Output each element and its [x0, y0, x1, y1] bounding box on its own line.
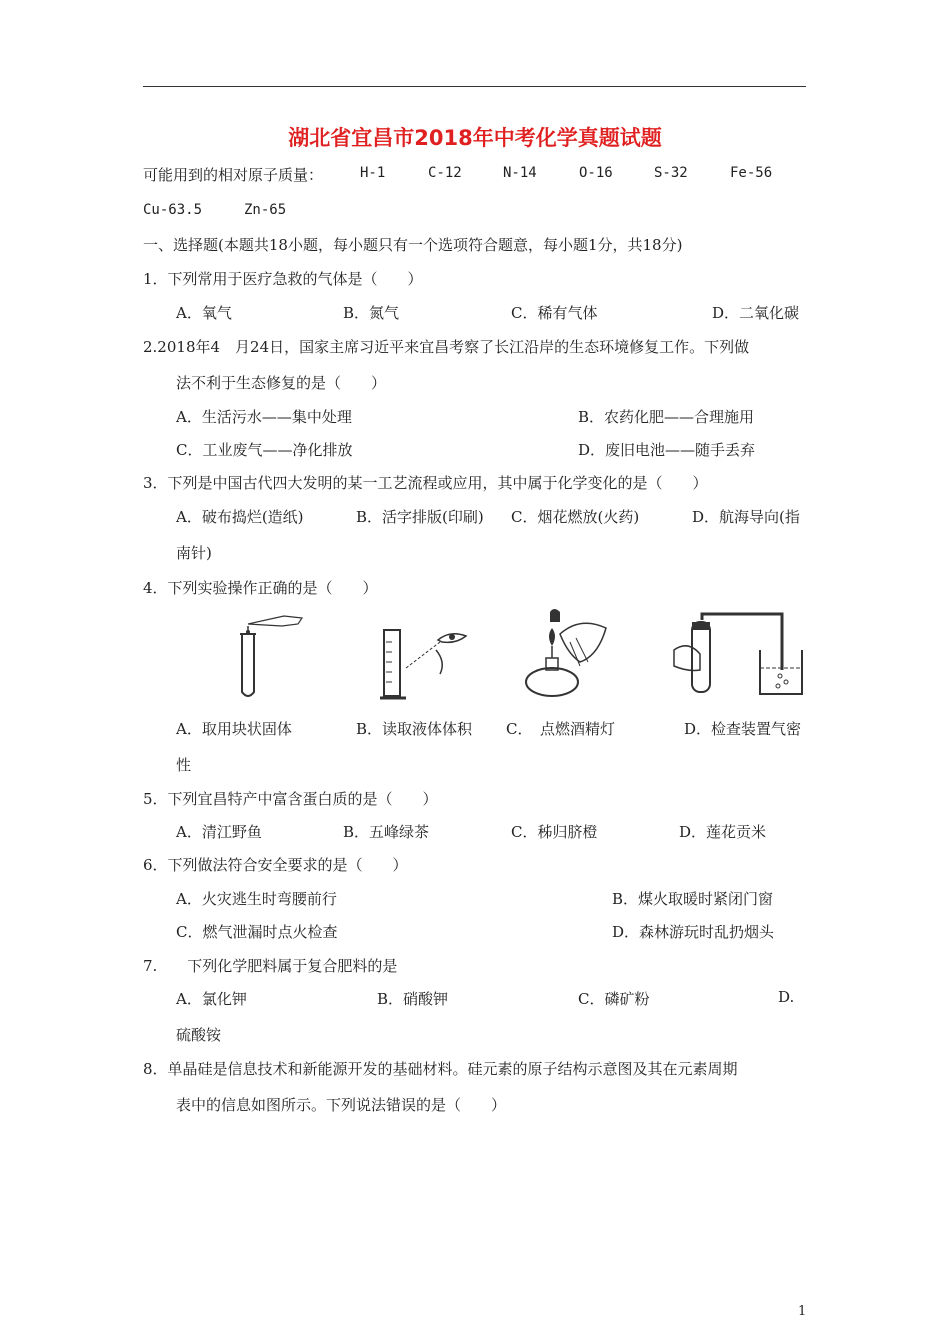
q8-stem-line2: 表中的信息如图所示。下列说法错误的是（ ）: [176, 1096, 507, 1114]
q1-stem: 1．下列常用于医疗急救的气体是（ ）: [143, 270, 423, 288]
q2-option-c[interactable]: C．工业废气——净化排放: [176, 441, 353, 459]
atomic-mass-fe: Fe-56: [730, 165, 773, 181]
section-heading: 一、选择题(本题共18小题，每小题只有一个选项符合题意，每小题1分，共18分): [143, 236, 683, 254]
q1-option-b[interactable]: B．氮气: [343, 304, 400, 322]
q5-option-b[interactable]: B．五峰绿茶: [343, 823, 430, 841]
q2-stem-line1: 2.2018年4 月24日，国家主席习近平来宜昌考察了长江沿岸的生态环境修复工作。下列做: [143, 338, 750, 356]
atomic-mass-n: N-14: [503, 165, 537, 181]
q2-option-d[interactable]: D．废旧电池——随手丢弃: [578, 441, 756, 459]
q3-option-b[interactable]: B．活字排版(印刷): [356, 508, 484, 526]
q4-option-b[interactable]: B．读取液体体积: [356, 720, 473, 738]
q1-option-d[interactable]: D．二氧化碳: [712, 304, 800, 322]
page-title: 湖北省宜昌市2018年中考化学真题试题: [288, 126, 662, 150]
q3-option-a[interactable]: A．破布捣烂(造纸): [176, 508, 304, 526]
q7-option-d-cont: 硫酸铵: [176, 1026, 222, 1044]
page-number: 1: [798, 1304, 807, 1319]
q7-option-a[interactable]: A．氯化钾: [176, 990, 247, 1008]
q8-stem-line1: 8．单晶硅是信息技术和新能源开发的基础材料。硅元素的原子结构示意图及其在元素周期: [143, 1060, 738, 1078]
atomic-mass-zn: Zn-65: [244, 202, 287, 218]
q7-option-d[interactable]: D.: [778, 988, 795, 1006]
q5-option-c[interactable]: C．秭归脐橙: [511, 823, 598, 841]
q4-option-c[interactable]: C． 点燃酒精灯: [506, 720, 615, 738]
atomic-mass-cu: Cu-63.5: [143, 202, 203, 218]
q1-option-c[interactable]: C．稀有气体: [511, 304, 598, 322]
atomic-mass-c: C-12: [428, 165, 462, 181]
q6-option-c[interactable]: C．燃气泄漏时点火检查: [176, 923, 338, 941]
header-rule: [143, 86, 806, 87]
q3-option-c[interactable]: C．烟花燃放(火药): [511, 508, 640, 526]
q4-option-d[interactable]: D．检查装置气密: [684, 720, 802, 738]
atomic-mass-s: S-32: [654, 165, 688, 181]
q4-option-a[interactable]: A．取用块状固体: [176, 720, 292, 738]
q4-stem: 4．下列实验操作正确的是（ ）: [143, 579, 378, 597]
q6-option-a[interactable]: A．火灾逃生时弯腰前行: [176, 890, 337, 908]
q5-option-d[interactable]: D．莲花贡米: [679, 823, 767, 841]
q2-option-b[interactable]: B．农药化肥——合理施用: [578, 408, 755, 426]
q5-stem: 5．下列宜昌特产中富含蛋白质的是（ ）: [143, 790, 438, 808]
atomic-mass-label: 可能用到的相对原子质量：: [143, 166, 324, 184]
q4-image-d: [670, 610, 810, 702]
q4-image-a: [226, 612, 316, 702]
q6-option-b[interactable]: B．煤火取暖时紧闭门窗: [612, 890, 774, 908]
q3-option-d-cont: 南针): [176, 544, 212, 562]
atomic-mass-h: H-1: [360, 165, 386, 181]
q1-option-a[interactable]: A．氧气: [176, 304, 232, 322]
q4-image-b: [376, 622, 476, 702]
q7-option-c[interactable]: C．磷矿粉: [578, 990, 650, 1008]
q7-option-b[interactable]: B．硝酸钾: [377, 990, 449, 1008]
q4-image-c: [520, 606, 610, 702]
q6-stem: 6．下列做法符合安全要求的是（ ）: [143, 856, 408, 874]
q2-option-a[interactable]: A．生活污水——集中处理: [176, 408, 352, 426]
q2-stem-line2: 法不利于生态修复的是（ ）: [176, 374, 387, 392]
q3-stem: 3．下列是中国古代四大发明的某一工艺流程或应用，其中属于化学变化的是（ ）: [143, 474, 708, 492]
q6-option-d[interactable]: D．森林游玩时乱扔烟头: [612, 923, 775, 941]
q4-option-d-cont: 性: [176, 756, 192, 774]
q3-option-d[interactable]: D．航海导向(指: [692, 508, 800, 526]
q5-option-a[interactable]: A．清江野鱼: [176, 823, 262, 841]
atomic-mass-o: O-16: [579, 165, 613, 181]
q7-stem: 7. 下列化学肥料属于复合肥料的是: [143, 957, 398, 975]
